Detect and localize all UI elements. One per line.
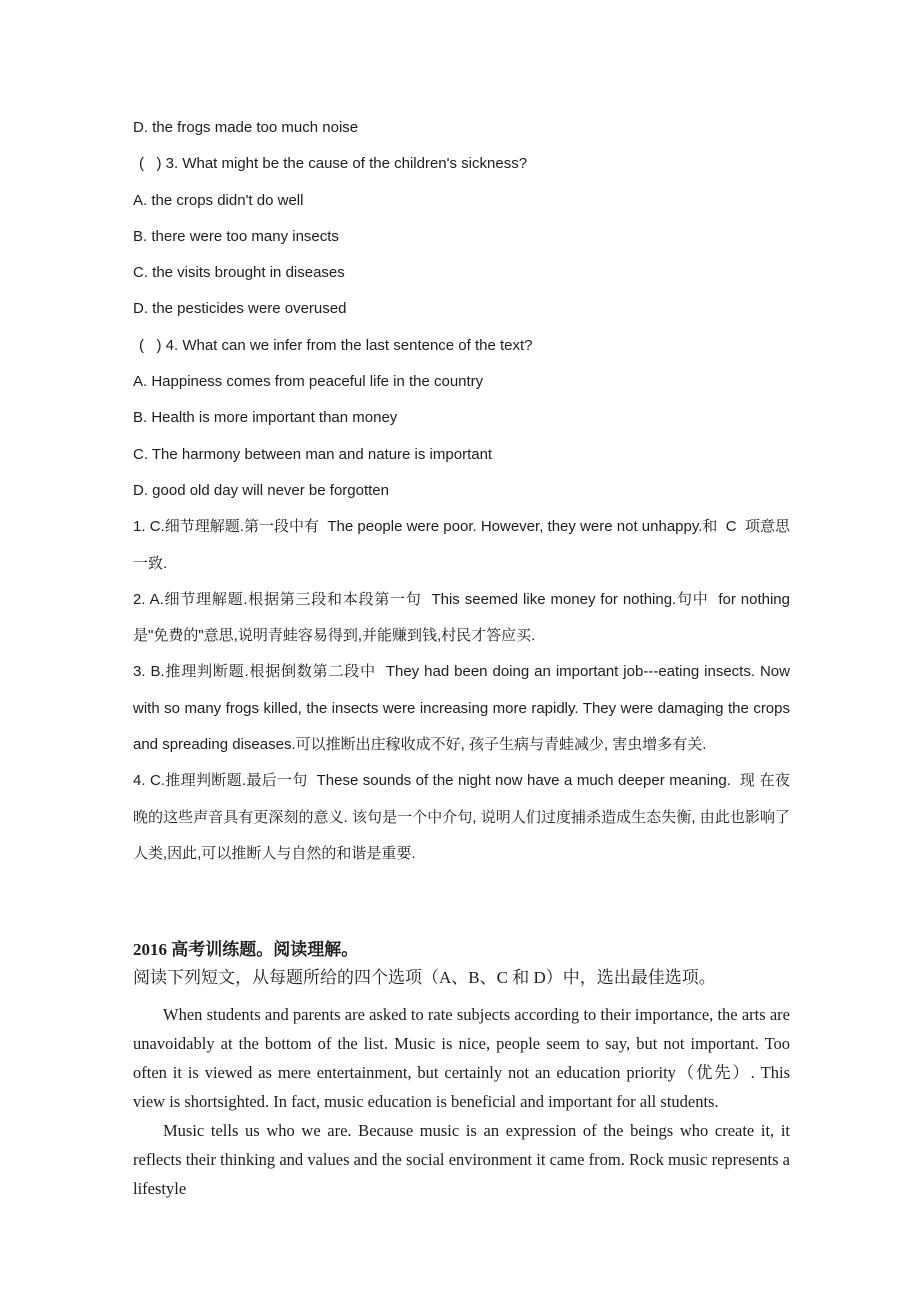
passage-paragraph: When students and parents are asked to rate subjects according to their importance, the arts are unavoidably at the bottom of the list. Music is nice, people seem to say, but not important. Too often it is viewed as mere entertainment, but certainly not an education priority（优先）. This view is shortsighted. In fact, music education is beneficial and important for all students. xyxy=(133,1005,790,1112)
question-line: ( ) 3. What might be the cause of the children's sickness? xyxy=(139,155,528,173)
option-line: D. good old day will never be forgotten xyxy=(133,481,389,499)
answer-explanation: 4. C.推理判断题.最后一句 These sounds of the night now have a much deeper meaning. 现 在夜晚的这些声音具有更深刻的意义. 该句是一个中介句, 说明人们过度捕杀造成生态失衡, 由此也影响了人类,因此,可以推断人与自然的和谐是重要. xyxy=(133,772,790,862)
option-line: D. the pesticides were overused xyxy=(133,300,347,318)
section-heading: 2016 高考训练题。阅读理解。 xyxy=(133,940,359,960)
reading-exercise-section xyxy=(133,110,795,872)
option-line: C. The harmony between man and nature is important xyxy=(133,445,493,463)
option-line: A. Happiness comes from peaceful life in the country xyxy=(133,373,484,391)
option-line: C. the visits brought in diseases xyxy=(133,264,345,282)
option-line: B. there were too many insects xyxy=(133,227,339,245)
option-line: D. the frogs made too much noise xyxy=(133,119,359,136)
training-section xyxy=(133,936,790,1203)
option-line: B. Health is more important than money xyxy=(133,409,398,427)
question-line: ( ) 4. What can we infer from the last sentence of the text? xyxy=(139,336,533,354)
option-line: A. the crops didn't do well xyxy=(133,191,304,209)
section-instructions: 阅读下列短文，从每题所给的四个选项（A、B、C 和 D）中，选出最佳选项。 xyxy=(133,968,716,988)
answer-explanation: 3. B.推理判断题.根据倒数第二段中 They had been doing an important job---eating insects. Now with so many frogs killed, the insects were increasing more rapidly. They were damaging the crops and spreading diseases.可以推断出庄稼收成不好, 孩子生病与青蛙减少, 害虫增多有关. xyxy=(133,663,795,754)
answer-explanation: 2. A.细节理解题.根据第三段和本段第一句 This seemed like money for nothing.句中 for nothing 是"免费的"意思,说明青蛙容易得到,并能赚到钱,村民才答应买. xyxy=(133,590,795,645)
passage-paragraph: Music tells us who we are. Because music is an expression of the beings who create it, it reflects their thinking and values and the social environment it came from. Rock music represents a lifestyle xyxy=(133,1121,790,1199)
answer-explanation: 1. C.细节理解题.第一段中有 The people were poor. However, they were not unhappy.和 C 项意思一致. xyxy=(133,518,790,572)
